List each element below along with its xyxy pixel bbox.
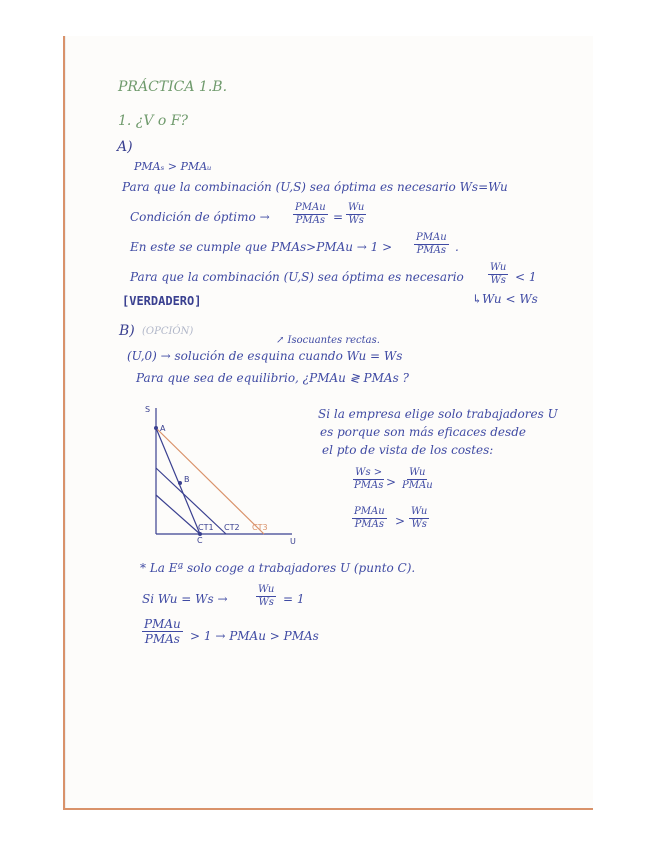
question-1: 1. ¿V o F? xyxy=(118,113,188,129)
fraction-denominator: PMAs xyxy=(144,632,180,646)
fraction-denominator: PMAs xyxy=(354,480,384,491)
conclusion-2-fraction xyxy=(256,585,276,608)
fraction-numerator: Wu xyxy=(490,262,507,273)
conclusion-3-fraction xyxy=(142,618,183,645)
verdict-true: [VERDADERO] xyxy=(122,294,202,308)
optimum-fraction-w xyxy=(346,203,366,226)
line-3-end: . xyxy=(455,240,459,254)
part-a-line-4-text: Para que la combinación (U,S) sea óptima es necesario xyxy=(130,270,464,284)
inequality-2-right xyxy=(409,507,429,530)
fraction-numerator: Wu xyxy=(258,584,275,595)
line-4-end: < 1 xyxy=(515,270,537,284)
equals-sign: = xyxy=(333,210,344,224)
part-b-label: B) xyxy=(119,323,135,339)
fraction-denominator: PMAu xyxy=(402,480,433,491)
fraction-numerator: Wu xyxy=(348,202,365,213)
part-a-label: A) xyxy=(117,139,133,155)
part-b-line-2: Para que sea de equilibrio, ¿PMAu ≷ PMAs ? xyxy=(136,371,409,385)
fraction-numerator: Wu xyxy=(411,506,428,517)
fraction-denominator: Ws xyxy=(411,519,427,530)
fraction-numerator: Ws > xyxy=(355,467,383,478)
part-a-line-1: Para que la combinación (U,S) sea óptima es necesario Ws=Wu xyxy=(122,180,508,194)
point-a-label: A xyxy=(160,424,166,433)
part-b-line-1: (U,0) → solución de esquina cuando Wu = Ws xyxy=(127,349,403,363)
explanation-line-1: Si la empresa elige solo trabajadores U xyxy=(318,407,558,421)
inequality-1-right xyxy=(400,468,435,491)
conclusion-1: * La Eª solo coge a trabajadores U (punto C). xyxy=(140,561,416,575)
point-b-marker xyxy=(178,481,182,485)
optimum-fraction-pma xyxy=(293,203,328,226)
fraction-denominator: Ws xyxy=(490,275,506,286)
fraction-denominator: PMAs xyxy=(354,519,384,530)
part-a-statement: PMAₛ > PMAᵤ xyxy=(134,160,212,173)
ct1-line xyxy=(156,495,200,534)
ct2-line xyxy=(156,468,226,534)
point-b-label: B xyxy=(184,475,190,484)
inequality-2-operator: > xyxy=(395,514,406,528)
fraction-numerator: PMAu xyxy=(295,202,326,213)
inequality-1-operator: > xyxy=(386,475,397,489)
fraction-denominator: PMAs xyxy=(295,215,325,226)
fraction-denominator: Ws xyxy=(258,597,274,608)
conclusion-3-end: > 1 → PMAu > PMAs xyxy=(190,629,319,643)
fraction-denominator: Ws xyxy=(348,215,364,226)
fraction-numerator: PMAu xyxy=(144,617,181,631)
fraction-numerator: PMAu xyxy=(416,232,447,243)
line-4-fraction xyxy=(488,263,508,286)
part-a-line-5: ↳Wu < Ws xyxy=(472,292,538,306)
isoquant-note: ↗ Isocuantes rectas. xyxy=(276,335,380,346)
inequality-1-left xyxy=(352,468,385,491)
ct2-label: CT2 xyxy=(224,523,240,532)
isocost-graph xyxy=(140,400,300,545)
explanation-line-3: el pto de vista de los costes: xyxy=(322,443,494,457)
part-a-line-2-text: Condición de óptimo → xyxy=(130,210,270,224)
line-3-fraction xyxy=(414,233,449,256)
fraction-numerator: PMAu xyxy=(354,506,385,517)
line-a-c xyxy=(156,428,200,534)
conclusion-2-end: = 1 xyxy=(283,592,305,606)
crossed-out-text: (OPCIÓN) xyxy=(142,326,194,337)
part-a-line-3-text: En este se cumple que PMAs>PMAu → 1 > xyxy=(130,240,393,254)
ct3-label: CT3 xyxy=(252,523,268,532)
inequality-2-left xyxy=(352,507,387,530)
axis-y-label: S xyxy=(145,405,151,414)
fraction-denominator: PMAs xyxy=(416,245,446,256)
point-c-label: C xyxy=(197,536,203,545)
point-a-marker xyxy=(154,426,158,430)
fraction-numerator: Wu xyxy=(409,467,426,478)
axis-x-label: U xyxy=(290,537,296,545)
page-title: PRÁCTICA 1.B. xyxy=(118,79,228,95)
conclusion-2-text: Si Wu = Ws → xyxy=(142,592,228,606)
ct1-label: CT1 xyxy=(198,523,214,532)
explanation-line-2: es porque son más eficaces desde xyxy=(320,425,526,439)
